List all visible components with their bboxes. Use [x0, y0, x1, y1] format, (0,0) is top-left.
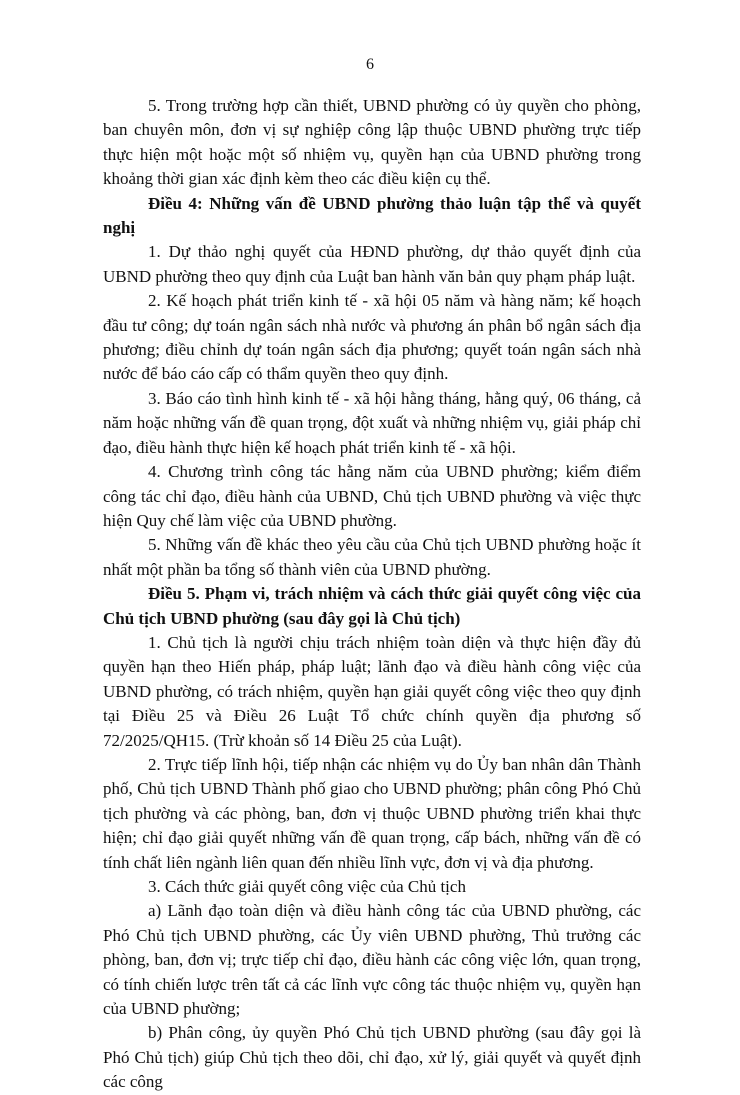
paragraph: a) Lãnh đạo toàn diện và điều hành công tác của UBND phường, các Phó Chủ tịch UBND phường, các Ủy viên UBND phường, Thủ trưởng các phòng, ban, đơn vị; trực tiếp chỉ đạo, điều hành các công việc lớn, quan trọng, có tính chiến lược trên tất cả các lĩnh vực công tác thuộc nhiệm vụ, quyền hạn của UBND phường; — [103, 901, 641, 1019]
page-number: 6 — [366, 56, 374, 73]
paragraph: 3. Cách thức giải quyết công việc của Chủ tịch — [148, 877, 466, 896]
paragraph: 5. Những vấn đề khác theo yêu cầu của Chủ tịch UBND phường hoặc ít nhất một phần ba tổng số thành viên của UBND phường. — [103, 535, 641, 579]
paragraph: 1. Chủ tịch là người chịu trách nhiệm toàn diện và thực hiện đầy đủ quyền hạn theo Hiến pháp, pháp luật; lãnh đạo và điều hành công việc của UBND phường, có trách nhiệm, quyền hạn giải quyết công việc theo quy định tại Điều 25 và Điều 26 Luật Tổ chức chính quyền địa phương số 72/2025/QH15. (Trừ khoản số 14 Điều 25 của Luật). — [103, 632, 641, 750]
document-body — [103, 94, 641, 1095]
paragraph: 1. Dự thảo nghị quyết của HĐND phường, dự thảo quyết định của UBND phường theo quy định của Luật ban hành văn bản quy phạm pháp luật. — [103, 242, 641, 286]
paragraph: 2. Trực tiếp lĩnh hội, tiếp nhận các nhiệm vụ do Ủy ban nhân dân Thành phố, Chủ tịch UBND Thành phố giao cho UBND phường; phân công Phó Chủ tịch phường và các phòng, ban, đơn vị thuộc UBND phường triển khai thực hiện; chỉ đạo giải quyết những vấn đề quan trọng, cấp bách, những vấn đề có tính chất liên ngành liên quan đến nhiều lĩnh vực, đơn vị và địa phương. — [103, 754, 641, 872]
article-4-heading: Điều 4: Những vấn đề UBND phường thảo luận tập thể và quyết nghị — [103, 193, 641, 238]
paragraph: b) Phân công, ủy quyền Phó Chủ tịch UBND phường (sau đây gọi là Phó Chủ tịch) giúp Chủ tịch theo dõi, chỉ đạo, xử lý, giải quyết và quyết định các công — [103, 1023, 641, 1092]
paragraph-clause-5-delegation: 5. Trong trường hợp cần thiết, UBND phường có ủy quyền cho phòng, ban chuyên môn, đơn vị sự nghiệp công lập thuộc UBND phường trực tiếp thực hiện một hoặc một số nhiệm vụ, quyền hạn của UBND phường trong khoảng thời gian xác định kèm theo các điều kiện cụ thể. — [103, 96, 641, 189]
article-5-heading: Điều 5. Phạm vi, trách nhiệm và cách thức giải quyết công việc của Chủ tịch UBND phường (sau đây gọi là Chủ tịch) — [103, 584, 641, 628]
paragraph: 2. Kế hoạch phát triển kinh tế - xã hội 05 năm và hàng năm; kế hoạch đầu tư công; dự toán ngân sách nhà nước và phương án phân bổ ngân sách địa phương; điều chỉnh dự toán ngân sách địa phương; quyết toán ngân sách nhà nước để báo cáo cấp có thẩm quyền theo quy định. — [103, 291, 641, 384]
paragraph: 3. Báo cáo tình hình kinh tế - xã hội hằng tháng, hằng quý, 06 tháng, cả năm hoặc những vấn đề quan trọng, đột xuất và những nhiệm vụ, giải pháp chỉ đạo, điều hành thực hiện kế hoạch phát triển kinh tế - xã hội. — [103, 388, 641, 457]
paragraph: 4. Chương trình công tác hằng năm của UBND phường; kiểm điểm công tác chỉ đạo, điều hành của UBND, Chủ tịch UBND phường và việc thực hiện Quy chế làm việc của UBND phường. — [103, 462, 641, 530]
